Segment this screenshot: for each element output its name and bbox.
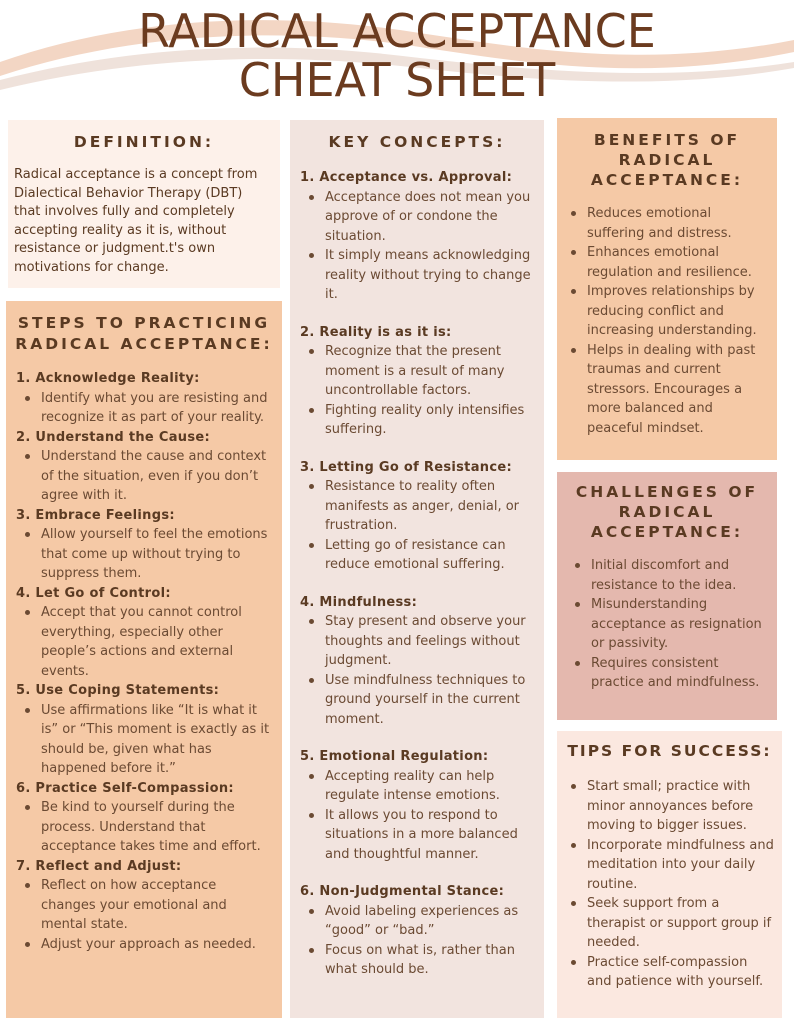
key-concept-title: 1. Acceptance vs. Approval: <box>300 170 513 185</box>
key-concepts-heading: KEY CONCEPTS: <box>328 133 506 151</box>
step-title: 2. Understand the Cause: <box>16 429 210 445</box>
key-concept-item <box>300 747 534 864</box>
step-bullet: Accept that you cannot control everything, especially other people’s actions and external events. <box>41 603 272 681</box>
challenges-list <box>566 556 769 693</box>
key-concept-bullets <box>300 477 534 575</box>
steps-panel <box>6 301 282 1018</box>
step-item <box>16 584 272 682</box>
step-bullets <box>16 389 272 428</box>
step-title: 1. Acknowledge Reality: <box>16 371 200 386</box>
step-item <box>16 779 272 857</box>
key-concept-item <box>300 323 534 440</box>
challenges-heading: CHALLENGES OF RADICAL ACCEPTANCE: <box>575 483 759 541</box>
step-bullets <box>16 798 272 857</box>
tips-panel <box>557 731 782 1018</box>
benefit-bullet: Improves relationships by reducing conflict and increasing understanding. <box>587 282 767 341</box>
key-concepts-panel <box>290 120 544 1018</box>
tips-list <box>562 777 774 992</box>
step-title: 6. Practice Self-Compassion: <box>16 780 234 796</box>
key-concept-bullet: Accepting reality can help regulate intense emotions. <box>325 767 534 806</box>
step-item <box>16 506 272 584</box>
tip-bullet: Practice self-compassion and patience with yourself. <box>587 953 774 992</box>
key-concepts-list <box>300 168 534 980</box>
key-concept-bullet: Avoid labeling experiences as “good” or “bad.” <box>325 902 534 941</box>
key-concept-bullets <box>300 342 534 440</box>
key-concept-title: 5. Emotional Regulation: <box>300 749 489 764</box>
benefits-heading: BENEFITS OF RADICAL ACCEPTANCE: <box>590 131 744 189</box>
step-title: 4. Let Go of Control: <box>16 585 171 601</box>
key-concept-item <box>300 168 534 305</box>
tips-heading: TIPS FOR SUCCESS: <box>567 742 772 760</box>
key-concept-bullet: Use mindfulness techniques to ground yourself in the current moment. <box>325 671 534 730</box>
challenges-panel <box>557 472 777 720</box>
key-concept-bullet: Resistance to reality often manifests as anger, denial, or frustration. <box>325 477 534 536</box>
step-bullet: Use affirmations like “It is what it is” or “This moment is exactly as it should be, given what has happened before it.” <box>41 701 272 779</box>
steps-list <box>16 369 272 954</box>
key-concept-bullets <box>300 188 534 305</box>
definition-heading: DEFINITION: <box>73 133 215 151</box>
step-bullet: Understand the cause and context of the situation, even if you don’t agree with it. <box>41 447 272 506</box>
step-item <box>16 369 272 428</box>
key-concept-bullet: Fighting reality only intensifies suffering. <box>325 401 534 440</box>
tip-bullet: Incorporate mindfulness and meditation into your daily routine. <box>587 836 774 895</box>
key-concept-bullets <box>300 612 534 729</box>
key-concept-bullet: It allows you to respond to situations in a more balanced and thoughtful manner. <box>325 806 534 865</box>
tip-bullet: Start small; practice with minor annoyances before moving to bigger issues. <box>587 777 774 836</box>
step-item <box>16 681 272 779</box>
key-concept-title: 3. Letting Go of Resistance: <box>300 459 512 475</box>
step-item <box>16 428 272 506</box>
key-concept-item <box>300 593 534 730</box>
step-bullets <box>16 447 272 506</box>
challenge-bullet: Initial discomfort and resistance to the idea. <box>591 556 769 595</box>
step-bullet: Allow yourself to feel the emotions that come up without trying to suppress them. <box>41 525 272 584</box>
step-bullet: Adjust your approach as needed. <box>41 935 272 955</box>
definition-panel <box>8 120 280 288</box>
step-bullets <box>16 876 272 954</box>
key-concept-title: 2. Reality is as it is: <box>300 324 452 340</box>
step-bullet: Identify what you are resisting and recognize it as part of your reality. <box>41 389 272 428</box>
step-title: 3. Embrace Feelings: <box>16 507 175 523</box>
benefit-bullet: Reduces emotional suffering and distress. <box>587 204 767 243</box>
key-concept-bullet: Focus on what is, rather than what should be. <box>325 941 534 980</box>
key-concept-item <box>300 458 534 575</box>
key-concept-title: 6. Non-Judgmental Stance: <box>300 884 505 899</box>
key-concept-title: 4. Mindfulness: <box>300 594 418 610</box>
key-concept-bullet: Stay present and observe your thoughts and feelings without judgment. <box>325 612 534 671</box>
step-bullets <box>16 603 272 681</box>
key-concept-bullet: Acceptance does not mean you approve of or condone the situation. <box>325 188 534 247</box>
step-bullet: Reflect on how acceptance changes your emotional and mental state. <box>41 876 272 935</box>
steps-heading: STEPS TO PRACTICING RADICAL ACCEPTANCE: <box>15 314 273 353</box>
key-concept-item <box>300 882 534 980</box>
step-bullet: Be kind to yourself during the process. Understand that acceptance takes time and effort. <box>41 798 272 857</box>
step-bullets <box>16 525 272 584</box>
step-title: 5. Use Coping Statements: <box>16 683 220 698</box>
key-concept-bullet: Recognize that the present moment is a result of many uncontrollable factors. <box>325 342 534 401</box>
key-concept-bullets <box>300 767 534 865</box>
key-concept-bullet: It simply means acknowledging reality without trying to change it. <box>325 246 534 305</box>
benefit-bullet: Helps in dealing with past traumas and current stressors. Encourages a more balanced and peaceful mindset. <box>587 341 767 439</box>
step-title: 7. Reflect and Adjust: <box>16 858 182 874</box>
challenge-bullet: Requires consistent practice and mindfulness. <box>591 654 769 693</box>
benefits-list <box>562 204 767 438</box>
challenge-bullet: Misunderstanding acceptance as resignation or passivity. <box>591 595 769 654</box>
benefits-panel <box>557 118 777 460</box>
page-title-line2: CHEAT SHEET <box>238 53 556 107</box>
key-concept-bullet: Letting go of resistance can reduce emotional suffering. <box>325 536 534 575</box>
step-bullets <box>16 701 272 779</box>
key-concept-bullets <box>300 902 534 980</box>
benefit-bullet: Enhances emotional regulation and resilience. <box>587 243 767 282</box>
page-title-line1: RADICAL ACCEPTANCE <box>138 4 656 58</box>
definition-text: Radical acceptance is a concept from Dialectical Behavior Therapy (DBT) that involves fully and completely accepting reality as it is, without resistance or judgment.t's own motivations for change. <box>14 167 258 275</box>
step-item <box>16 857 272 955</box>
tip-bullet: Seek support from a therapist or support group if needed. <box>587 894 774 953</box>
